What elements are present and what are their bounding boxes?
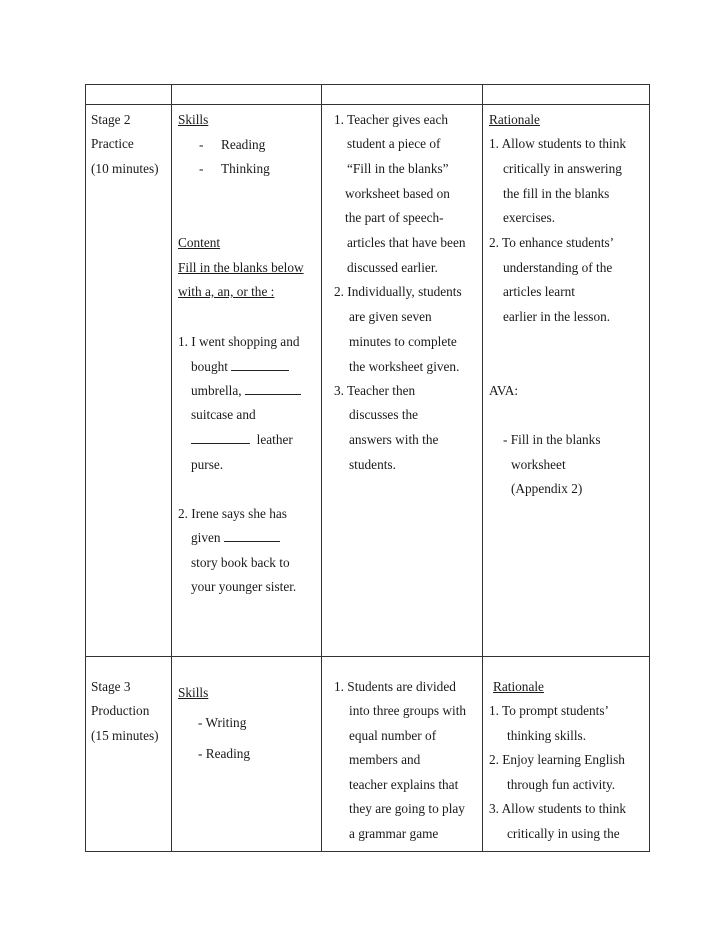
stage2-rationale-line: 1. Allow students to think	[489, 136, 627, 151]
stage2-activity-line: minutes to complete	[349, 334, 457, 349]
stage3-rationale-heading: Rationale	[493, 679, 544, 694]
stage3-phase-label: Production	[91, 703, 150, 718]
stage3-skill-reading: - Reading	[198, 746, 251, 761]
table-border-right	[649, 84, 650, 851]
stage3-stage-label: Stage 3	[91, 679, 131, 694]
stage2-rationale-line: articles learnt	[503, 284, 575, 299]
stage2-content-instruction: Fill in the blanks below	[178, 260, 304, 275]
stage2-activity-line: discussed earlier.	[347, 260, 438, 275]
stage2-activity-line: student a piece of	[347, 136, 441, 151]
question-1-line: 1. I went shopping and	[178, 334, 300, 349]
stage3-activity-line: teacher explains that	[349, 777, 459, 792]
table-row-divider-top	[85, 104, 650, 105]
question-2-line: given	[191, 530, 280, 546]
answer-blank	[245, 383, 301, 395]
stage2-content-heading: Content	[178, 235, 221, 250]
answer-blank	[224, 530, 280, 542]
stage2-rationale-line: 2. To enhance students’	[489, 235, 615, 250]
stage3-activity-line: members and	[349, 752, 421, 767]
stage2-activity-line: the part of speech-	[345, 210, 444, 225]
question-1-line: leather	[191, 432, 293, 448]
stage3-activity-line: equal number of	[349, 728, 437, 743]
question-1-line: bought	[191, 359, 289, 375]
stage2-activity-line: 2. Individually, students	[334, 284, 462, 299]
stage3-rationale-line: 2. Enjoy learning English	[489, 752, 625, 767]
stage2-ava-heading: AVA:	[489, 383, 519, 398]
stage3-skill-writing: - Writing	[198, 715, 247, 730]
answer-blank	[191, 432, 250, 444]
stage2-rationale-heading: Rationale	[489, 112, 540, 127]
stage2-activity-line: are given seven	[349, 309, 432, 324]
table-row-divider-middle	[85, 656, 650, 657]
stage3-activity-line: into three groups with	[349, 703, 467, 718]
stage2-rationale-line: exercises.	[503, 210, 556, 225]
stage2-activity-line: articles that have been	[347, 235, 466, 250]
table-col-divider-1	[171, 84, 172, 851]
table-border-top	[85, 84, 650, 85]
stage3-rationale-line: 1. To prompt students’	[489, 703, 609, 718]
stage3-rationale-line: through fun activity.	[507, 777, 616, 792]
stage2-activity-line: 1. Teacher gives each	[334, 112, 449, 127]
stage3-activity-line: 1. Students are divided	[334, 679, 456, 694]
question-2-line: story book back to	[191, 555, 290, 570]
table-col-divider-2	[321, 84, 322, 851]
stage2-skill-bullet: -	[199, 161, 204, 176]
stage2-activity-line: answers with the	[349, 432, 439, 447]
answer-blank	[231, 359, 289, 371]
question-2-line: your younger sister.	[191, 579, 297, 594]
stage2-activity-line: discusses the	[349, 407, 419, 422]
table-border-left	[85, 84, 86, 851]
stage2-ava-line: - Fill in the blanks	[503, 432, 601, 447]
stage3-rationale-line: thinking skills.	[507, 728, 587, 743]
question-1-line: suitcase and	[191, 407, 256, 422]
stage3-rationale-line: 3. Allow students to think	[489, 801, 627, 816]
question-2-line: 2. Irene says she has	[178, 506, 287, 521]
stage2-activity-line: the worksheet given.	[349, 359, 460, 374]
stage2-rationale-line: understanding of the	[503, 260, 613, 275]
stage2-rationale-line: critically in answering	[503, 161, 622, 176]
table-border-bottom	[85, 851, 650, 852]
table-col-divider-3	[482, 84, 483, 851]
question-1-line: purse.	[191, 457, 224, 472]
stage2-ava-line: worksheet	[511, 457, 566, 472]
question-1-line: umbrella,	[191, 383, 301, 399]
stage2-rationale-line: the fill in the blanks	[503, 186, 610, 201]
stage2-duration: (10 minutes)	[91, 161, 159, 176]
stage2-skill-reading: Reading	[221, 137, 266, 152]
stage2-stage-label: Stage 2	[91, 112, 131, 127]
stage2-skill-bullet: -	[199, 137, 204, 152]
stage3-activity-line: a grammar game	[349, 826, 439, 841]
stage2-skill-thinking: Thinking	[221, 161, 270, 176]
stage3-duration: (15 minutes)	[91, 728, 159, 743]
stage2-content-instruction: with a, an, or the :	[178, 284, 275, 299]
stage2-activity-line: students.	[349, 457, 396, 472]
stage2-activity-line: worksheet based on	[345, 186, 450, 201]
stage2-activity-line: 3. Teacher then	[334, 383, 416, 398]
stage3-skills-heading: Skills	[178, 685, 209, 700]
stage2-rationale-line: earlier in the lesson.	[503, 309, 611, 324]
stage3-rationale-line: critically in using the	[507, 826, 620, 841]
stage2-activity-line: “Fill in the blanks”	[347, 161, 449, 176]
stage2-phase-label: Practice	[91, 136, 134, 151]
stage2-skills-heading: Skills	[178, 112, 209, 127]
stage2-ava-line: (Appendix 2)	[511, 481, 583, 496]
stage3-activity-line: they are going to play	[349, 801, 465, 816]
